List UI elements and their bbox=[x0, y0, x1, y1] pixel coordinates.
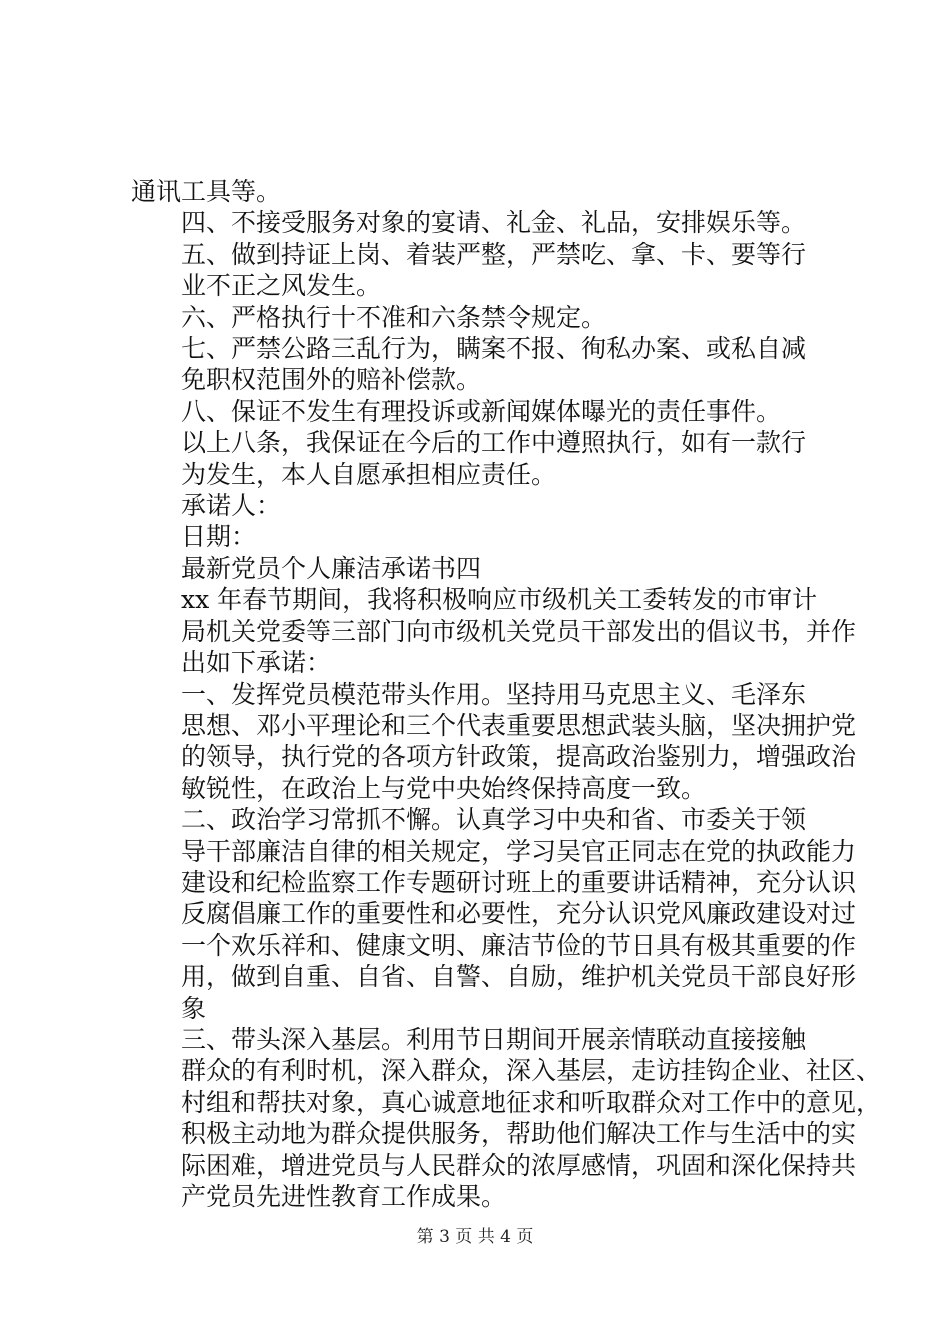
text-line: 群众的有利时机，深入群众，深入基层，走访挂钩企业、社区、 bbox=[181, 1056, 882, 1086]
text-line: 反腐倡廉工作的重要性和必要性，充分认识党风廉政建设对过 bbox=[181, 899, 857, 929]
text-line: xx 年春节期间，我将积极响应市级机关工委转发的市审计 bbox=[181, 585, 818, 615]
text-line: 七、严禁公路三乱行为，瞒案不报、徇私办案、或私自减 bbox=[181, 334, 807, 364]
text-line: 思想、邓小平理论和三个代表重要思想武装头脑，坚决拥护党 bbox=[181, 710, 857, 740]
text-line: 承诺人： bbox=[181, 491, 282, 521]
text-line: 敏锐性，在政治上与党中央始终保持高度一致。 bbox=[181, 773, 707, 803]
text-line: 建设和纪检监察工作专题研讨班上的重要讲话精神，充分认识 bbox=[181, 867, 857, 897]
text-line: 际困难，增进党员与人民群众的浓厚感情，巩固和深化保持共 bbox=[181, 1150, 857, 1180]
text-line: 为发生，本人自愿承担相应责任。 bbox=[181, 459, 557, 489]
paragraph bbox=[131, 176, 831, 207]
paragraph bbox=[131, 239, 831, 302]
text-line: 业不正之风发生。 bbox=[181, 271, 382, 301]
text-line: 用，做到自重、自省、自警、自励，维护机关党员干部良好形 bbox=[181, 962, 857, 992]
paragraph bbox=[131, 490, 831, 521]
paragraph bbox=[131, 427, 831, 490]
text-line: 一、发挥党员模范带头作用。坚持用马克思主义、毛泽东 bbox=[181, 679, 807, 709]
text-line: 的领导，执行党的各项方针政策，提高政治鉴别力，增强政治 bbox=[181, 742, 857, 772]
paragraph bbox=[131, 521, 831, 552]
paragraph bbox=[131, 553, 831, 584]
text-line: 通讯工具等。 bbox=[131, 177, 282, 206]
text-line: 局机关党委等三部门向市级机关党员干部发出的倡议书，并作 bbox=[181, 616, 857, 646]
text-line: 导干部廉洁自律的相关规定，学习吴官正同志在党的执政能力 bbox=[181, 836, 857, 866]
text-line: 象 bbox=[181, 993, 207, 1023]
paragraph bbox=[131, 302, 831, 333]
paragraph bbox=[131, 1024, 882, 1212]
text-line: 以上八条，我保证在今后的工作中遵照执行，如有一款行 bbox=[181, 428, 807, 458]
text-line: 一个欢乐祥和、健康文明、廉洁节俭的节日具有极其重要的作 bbox=[181, 930, 857, 960]
document-body bbox=[131, 176, 882, 1212]
text-line: 二、政治学习常抓不懈。认真学习中央和省、市委关于领 bbox=[181, 805, 807, 835]
paragraph bbox=[131, 396, 831, 427]
paragraph bbox=[131, 804, 857, 1024]
paragraph bbox=[131, 584, 857, 678]
text-line: 村组和帮扶对象，真心诚意地征求和听取群众对工作中的意见， bbox=[181, 1087, 882, 1117]
paragraph bbox=[131, 207, 831, 238]
page-number-footer: 第 3 页 共 4 页 bbox=[416, 1227, 534, 1247]
text-line: 免职权范围外的赔补偿款。 bbox=[181, 365, 482, 395]
text-line: 最新党员个人廉洁承诺书四 bbox=[181, 553, 482, 583]
text-line: 积极主动地为群众提供服务，帮助他们解决工作与生活中的实 bbox=[181, 1119, 857, 1149]
paragraph bbox=[131, 333, 831, 396]
paragraph bbox=[131, 679, 857, 805]
text-line: 八、保证不发生有理投诉或新闻媒体曝光的责任事件。 bbox=[181, 396, 782, 426]
text-line: 五、做到持证上岗、着装严整，严禁吃、拿、卡、要等行 bbox=[181, 239, 807, 269]
text-line: 出如下承诺： bbox=[181, 648, 332, 678]
text-line: 四、不接受服务对象的宴请、礼金、礼品，安排娱乐等。 bbox=[181, 208, 807, 238]
text-line: 六、严格执行十不准和六条禁令规定。 bbox=[181, 302, 607, 332]
text-line: 三、带头深入基层。利用节日期间开展亲情联动直接接触 bbox=[181, 1024, 807, 1054]
text-line: 日期： bbox=[181, 522, 257, 552]
text-line: 产党员先进性教育工作成果。 bbox=[181, 1182, 507, 1211]
